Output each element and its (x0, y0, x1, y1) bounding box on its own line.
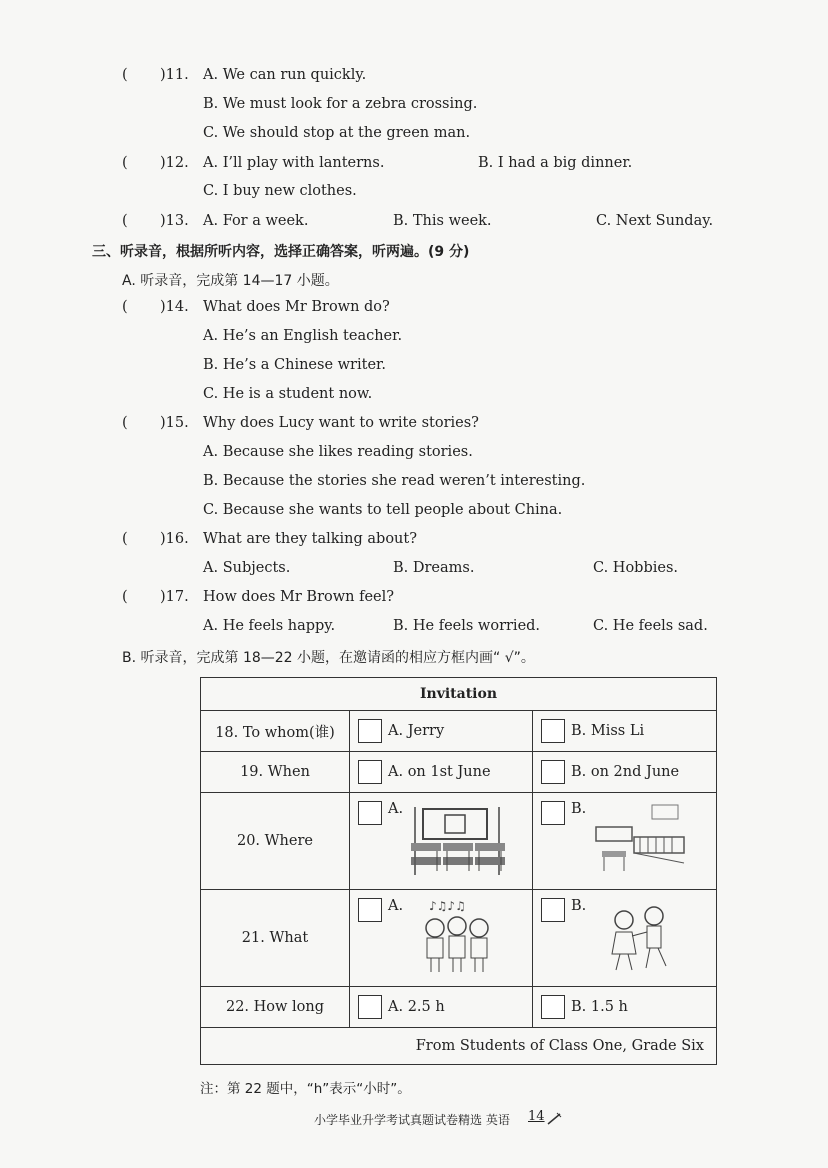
question-number: )17. (160, 589, 189, 605)
question-number: )11. (160, 67, 189, 83)
option-b: B. Dreams. (393, 560, 475, 576)
part-b-instruction: B. 听录音，完成第 18—22 小题，在邀请函的相应方框内画“ √”。 (122, 650, 535, 666)
answer-paren[interactable]: ( (122, 155, 128, 171)
section-title: 三、听录音，根据所听内容，选择正确答案，听两遍。(9 分) (92, 244, 470, 260)
option-a: A. He feels happy. (203, 618, 336, 634)
question-text: Why does Lucy want to write stories? (203, 415, 479, 431)
page-number: 14 (528, 1109, 545, 1124)
option-c: C. He feels sad. (593, 618, 708, 634)
question-number: )16. (160, 531, 189, 547)
row-question: 19. When (201, 752, 350, 793)
pencil-icon (546, 1110, 562, 1126)
answer-paren[interactable]: ( (122, 531, 128, 547)
invitation-table (200, 677, 717, 1065)
option-label: B. Miss Li (571, 723, 645, 739)
option-label: B. on 2nd June (571, 764, 680, 780)
invitation-title: Invitation (201, 678, 717, 711)
question-number: )12. (160, 155, 189, 171)
option-label: B. (571, 801, 587, 817)
question-text: What are they talking about? (203, 531, 417, 547)
option-c: C. I buy new clothes. (203, 183, 357, 199)
classroom-icon (409, 801, 509, 881)
answer-paren[interactable]: ( (122, 67, 128, 83)
row-question: 18. To whom(谁) (201, 711, 350, 752)
option-b: B. He’s a Chinese writer. (203, 357, 386, 373)
option-b: B. We must look for a zebra crossing. (203, 96, 478, 112)
option-b: B. Because the stories she read weren’t interesting. (203, 473, 586, 489)
part-a-instruction: A. 听录音，完成第 14—17 小题。 (122, 273, 339, 289)
option-c: C. Hobbies. (593, 560, 679, 576)
option-a: A. He’s an English teacher. (203, 328, 403, 344)
answer-paren[interactable]: ( (122, 213, 128, 229)
option-label: B. (571, 898, 587, 914)
svg-text:♪♫♪♫: ♪♫♪♫ (429, 899, 466, 913)
checkbox-19b[interactable] (541, 760, 565, 784)
question-number: )13. (160, 213, 189, 229)
option-label: A. 2.5 h (388, 999, 445, 1015)
music-room-icon (592, 801, 692, 881)
answer-paren[interactable]: ( (122, 589, 128, 605)
option-a: A. We can run quickly. (203, 67, 367, 83)
row-question: 22. How long (201, 987, 350, 1028)
row-question: 21. What (201, 890, 350, 987)
checkbox-21b[interactable] (541, 898, 565, 922)
option-label: A. (388, 801, 404, 817)
option-label: A. (388, 898, 404, 914)
question-text: What does Mr Brown do? (203, 299, 390, 315)
answer-paren[interactable]: ( (122, 415, 128, 431)
option-a: A. Subjects. (203, 560, 291, 576)
option-c: C. He is a student now. (203, 386, 373, 402)
option-a: A. For a week. (203, 213, 309, 229)
singing-children-icon (409, 898, 509, 978)
row-question: 20. Where (201, 793, 350, 890)
answer-paren[interactable]: ( (122, 299, 128, 315)
question-text: How does Mr Brown feel? (203, 589, 395, 605)
option-a: A. Because she likes reading stories. (203, 444, 473, 460)
invitation-footer: From Students of Class One, Grade Six (201, 1028, 717, 1065)
checkbox-20a[interactable] (358, 801, 382, 825)
option-a: A. I’ll play with lanterns. (203, 155, 385, 171)
option-label: A. Jerry (388, 723, 445, 739)
option-b: B. I had a big dinner. (478, 155, 633, 171)
option-c: C. Next Sunday. (596, 213, 714, 229)
checkbox-18a[interactable] (358, 719, 382, 743)
checkbox-21a[interactable] (358, 898, 382, 922)
option-b: B. He feels worried. (393, 618, 541, 634)
checkbox-19a[interactable] (358, 760, 382, 784)
option-c: C. Because she wants to tell people about China. (203, 502, 563, 518)
checkbox-22b[interactable] (541, 995, 565, 1019)
question-number: )14. (160, 299, 189, 315)
note: 注：第 22 题中，“h”表示“小时”。 (200, 1081, 411, 1097)
question-number: )15. (160, 415, 189, 431)
option-label: A. on 1st June (388, 764, 491, 780)
checkbox-22a[interactable] (358, 995, 382, 1019)
option-b: B. This week. (393, 213, 492, 229)
option-c: C. We should stop at the green man. (203, 125, 471, 141)
dancing-children-icon (592, 898, 692, 978)
option-label: B. 1.5 h (571, 999, 628, 1015)
checkbox-18b[interactable] (541, 719, 565, 743)
book-title: 小学毕业升学考试真题试卷精选 英语 (314, 1113, 510, 1127)
checkbox-20b[interactable] (541, 801, 565, 825)
